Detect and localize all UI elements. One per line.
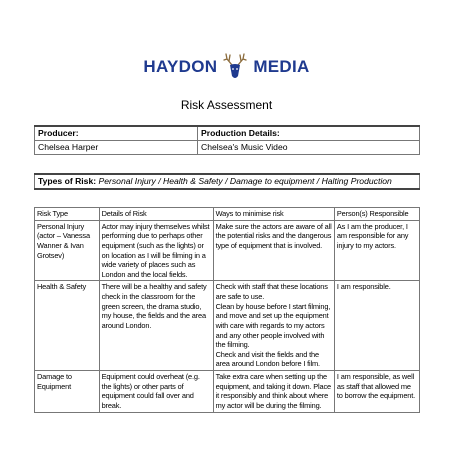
production-details-value: Chelsea's Music Video <box>198 141 420 155</box>
minimise-cell: Take extra care when setting up the equipment, and taking it down. Place it responsibly and think about where my actor will be during the filming. <box>213 371 334 413</box>
details-cell: There will be a healthy and safety check in the classroom for the green screen, the drama studio, my house, the fields and the area around London. <box>99 281 213 371</box>
header-minimise: Ways to minimise risk <box>213 208 334 221</box>
responsible-cell: I am responsible, as well as staff that allowed me to borrow the equipment. <box>334 371 419 413</box>
risk-types-value: Personal Injury / Health & Safety / Damage to equipment / Halting Production <box>98 176 392 186</box>
info-value-row <box>35 141 420 155</box>
table-header-row <box>35 208 420 221</box>
brand-name-right: MEDIA <box>253 57 310 76</box>
production-details-label: Production Details: <box>198 126 420 141</box>
table-row <box>35 281 420 371</box>
document-title: Risk Assessment <box>180 98 273 112</box>
deer-head-icon <box>221 52 249 82</box>
brand-name-left: HAYDON <box>143 57 218 76</box>
header-details: Details of Risk <box>99 208 213 221</box>
table-row <box>35 220 420 281</box>
risk-types-label: Types of Risk: <box>38 176 97 186</box>
risk-type-cell: Personal Injury (actor – Vanessa Wanner & Ivan Grotsev) <box>35 220 100 281</box>
company-logo <box>0 52 453 82</box>
risk-type-cell: Damage to Equipment <box>35 371 100 413</box>
header-responsible: Person(s) Responsible <box>334 208 419 221</box>
info-header-row <box>35 126 420 141</box>
details-cell: Equipment could overheat (e.g. the lights) or other parts of equipment could fall over and break. <box>99 371 213 413</box>
producer-value: Chelsea Harper <box>35 141 198 155</box>
risk-types-table <box>34 173 420 190</box>
minimise-cell: Check with staff that these locations are safe to use. Clean by house before I start filming, and move and set up the equipment with care with regards to my actors and any other people involved with the filming. Check and visit the fields and the area around London before I film. <box>213 281 334 371</box>
responsible-cell: As I am the producer, I am responsible for any injury to my actors. <box>334 220 419 281</box>
risk-types-row <box>35 174 420 189</box>
producer-label: Producer: <box>35 126 198 141</box>
risk-assessment-table <box>34 207 420 413</box>
header-risk-type: Risk Type <box>35 208 100 221</box>
production-info-table <box>34 125 420 155</box>
risk-type-cell: Health & Safety <box>35 281 100 371</box>
minimise-cell: Make sure the actors are aware of all the potential risks and the dangerous type of equipment that is involved. <box>213 220 334 281</box>
responsible-cell: I am responsible. <box>334 281 419 371</box>
risk-types-cell <box>35 174 420 189</box>
table-row <box>35 371 420 413</box>
details-cell: Actor may injury themselves whilst performing due to perhaps other equipment (such as the lights) or on location as I will be filming in a wide variety of places such as London and the local fields. <box>99 220 213 281</box>
